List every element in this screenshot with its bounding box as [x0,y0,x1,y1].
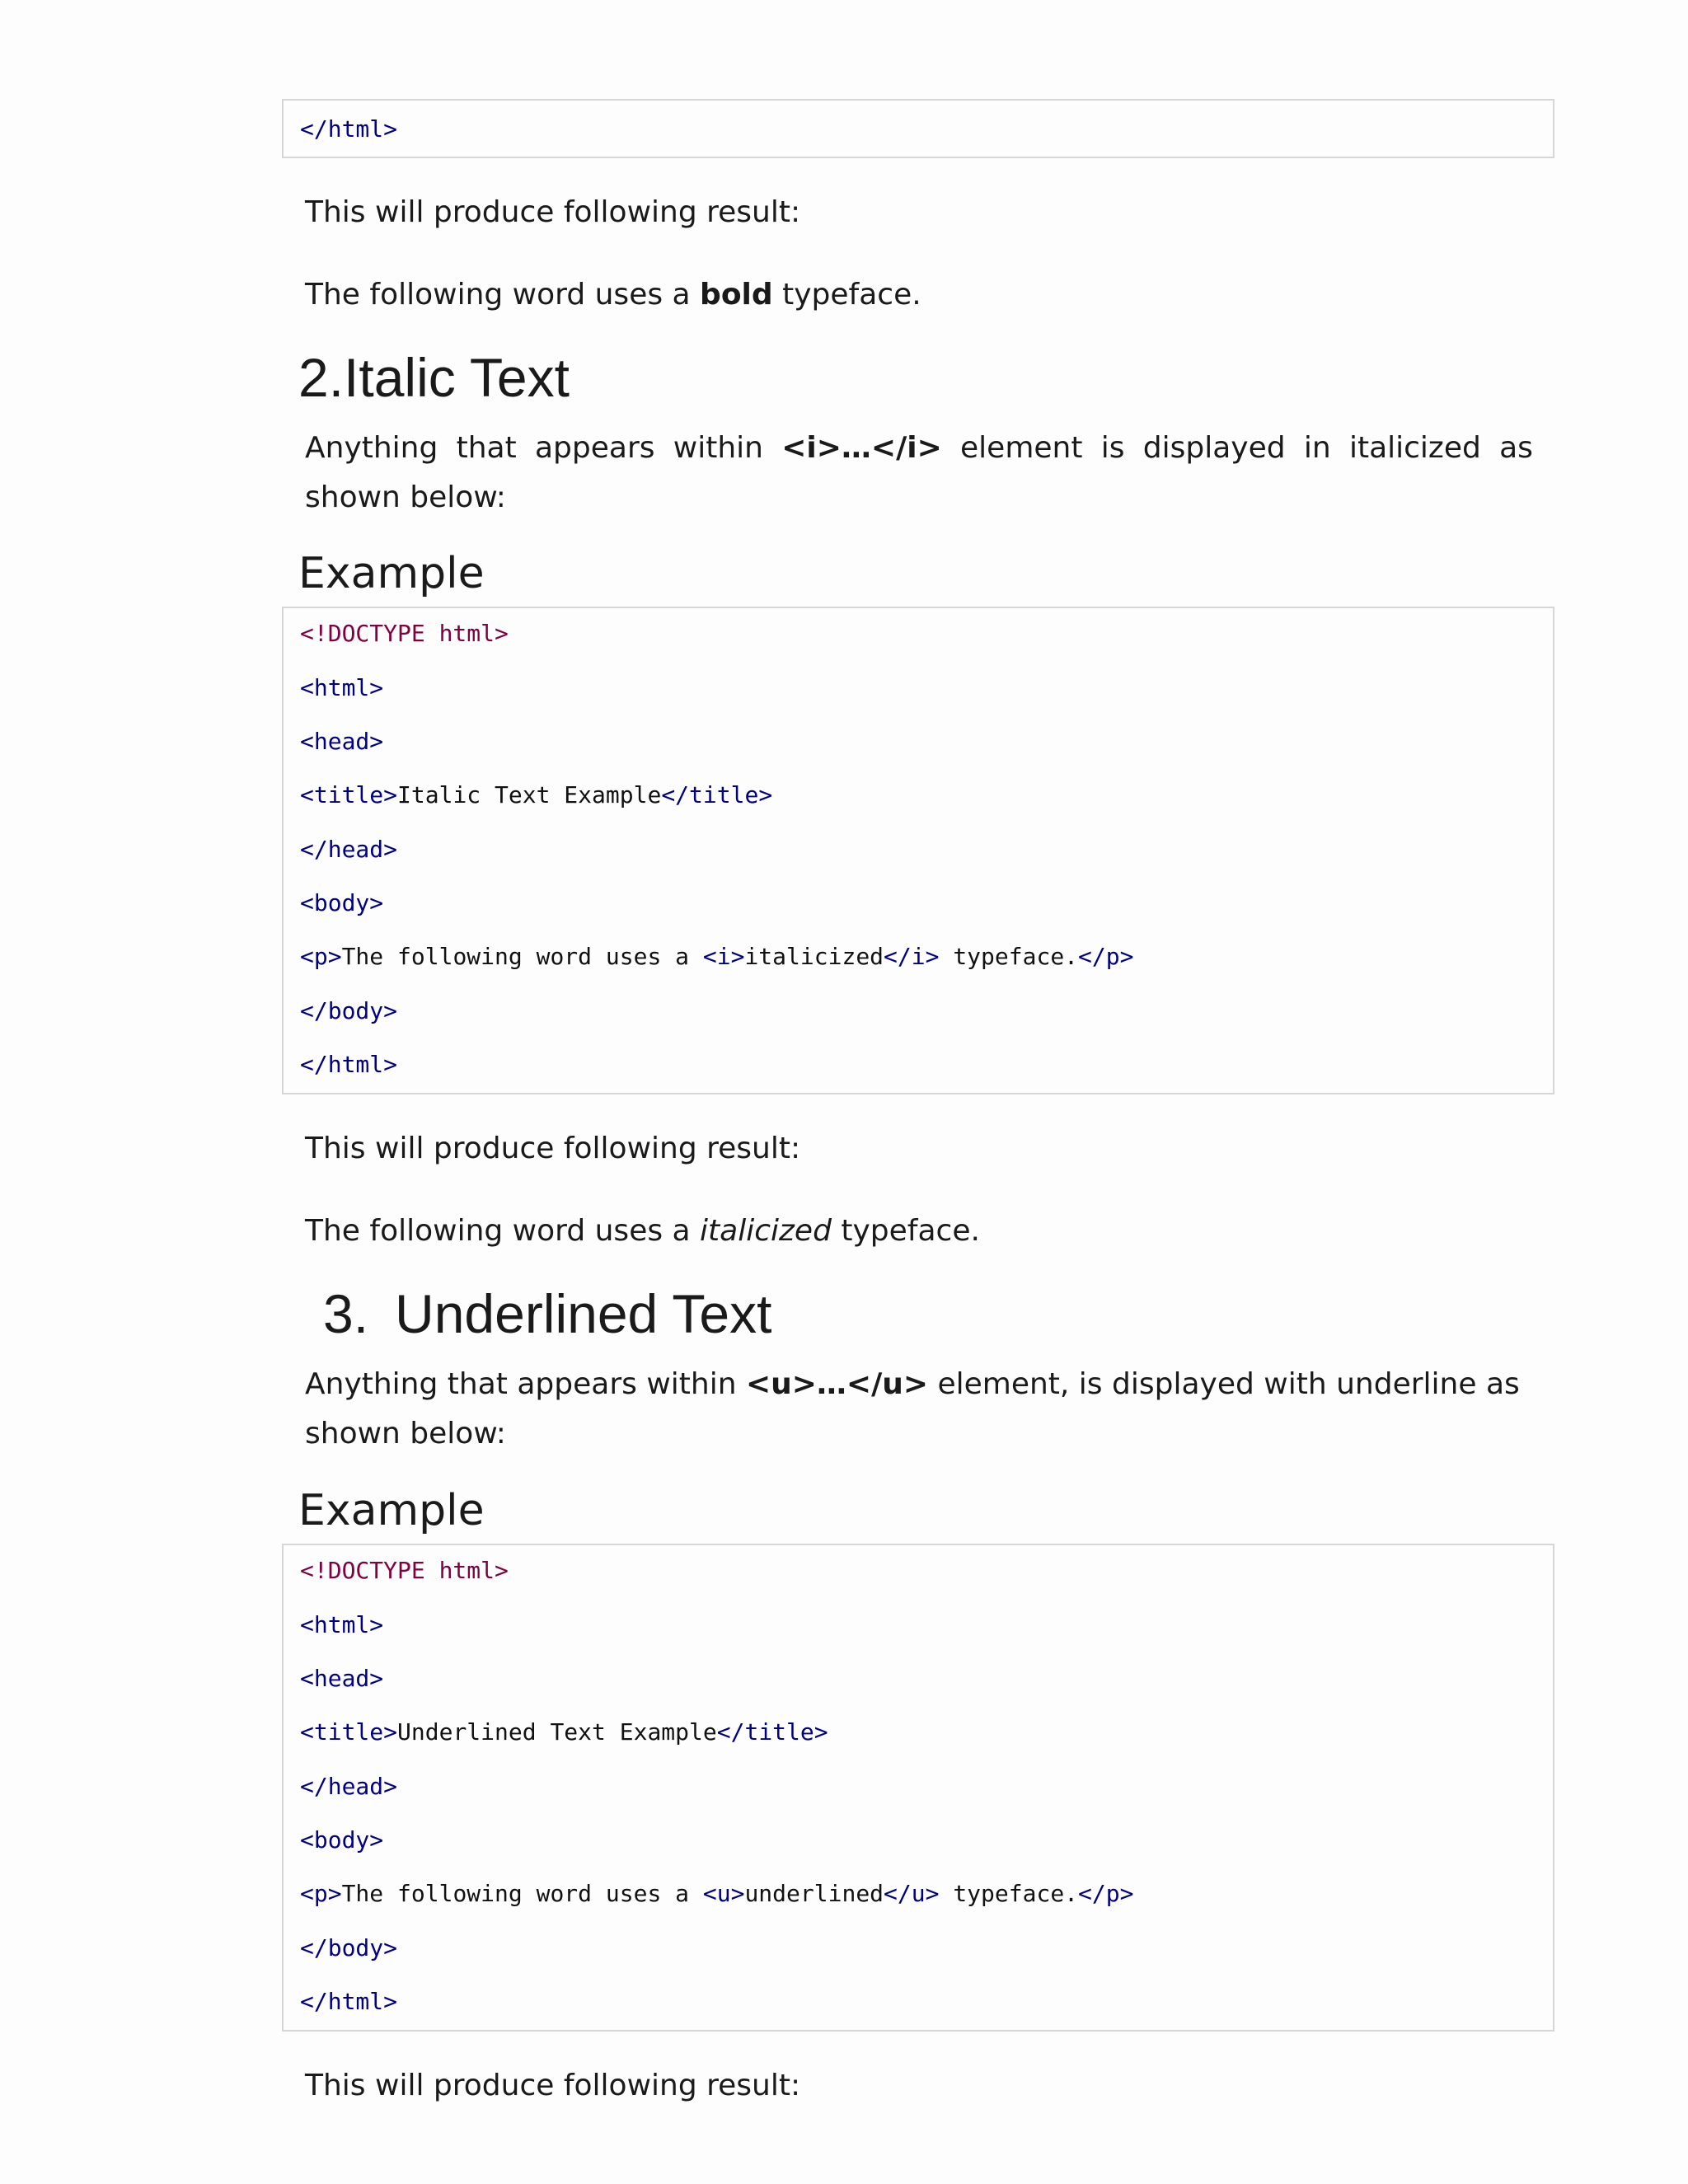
desc-word: in [1303,431,1331,465]
code-p-text: typeface. [939,943,1079,970]
code-p-open: <p> [300,1880,342,1907]
underline-description [305,1360,1533,1459]
underline-example-heading: Example [298,1486,485,1535]
code-title-text: Italic Text Example [397,781,662,808]
code-head-close: </head> [300,1773,398,1800]
code-html-close: </html> [300,1051,398,1078]
italic-description [305,424,1533,523]
italic-word: italicized [700,1214,832,1248]
result-intro: This will produce following result: [305,195,801,229]
desc-word: element [960,431,1083,465]
code-u-open: <u> [702,1880,745,1907]
code-p-close: </p> [1078,943,1134,970]
code-p-text: typeface. [939,1880,1079,1907]
code-body-close: </body> [300,1934,398,1961]
code-i-close: </i> [884,943,940,970]
code-title-close: </title> [716,1718,828,1746]
code-html-close: </html> [300,1988,398,2015]
code-title-text: Underlined Text Example [397,1718,717,1746]
bold-result-after: typeface. [772,278,921,312]
desc-before: Anything that appears within [305,1367,746,1401]
section-title: Underlined Text [395,1283,772,1344]
italic-result-intro: This will produce following result: [305,1132,801,1165]
italic-result [305,1207,1533,1256]
desc-word: as [1499,431,1533,465]
code-p-text: The following word uses a [341,1880,703,1907]
code-head-close: </head> [300,836,398,863]
code-block-bold-tail [282,99,1554,158]
desc-word: displayed [1142,431,1286,465]
code-i-open: <i> [702,943,745,970]
italic-description-line1 [305,424,1533,473]
code-doctype: <!DOCTYPE html> [300,620,509,647]
desc-after: element, is displayed with underline as [928,1367,1520,1401]
section-number: 3. [323,1283,369,1344]
bold-word: bold [700,278,773,312]
desc-word: italicized [1348,431,1481,465]
desc-word: appears [535,431,655,465]
code-body-close: </body> [300,997,398,1024]
code-doctype: <!DOCTYPE html> [300,1557,509,1584]
code-html-open: <html> [300,1611,384,1638]
code-html-close: </html> [300,115,398,143]
code-head-open: <head> [300,1665,384,1692]
underline-description-line2: shown below: [305,1417,506,1451]
code-i-text: italicized [744,943,884,970]
underline-section-heading [323,1282,771,1345]
code-body-open: <body> [300,1826,384,1854]
italic-example-heading: Example [298,549,485,598]
desc-tag-i: <i>…</i> [781,431,942,465]
bold-result-before: The following word uses a [305,278,701,312]
italic-section-heading: 2.Italic Text [298,347,570,408]
code-p-open: <p> [300,943,342,970]
code-p-close: </p> [1078,1880,1134,1907]
code-block-italic [282,607,1554,1094]
desc-tag-u: <u>…</u> [745,1367,929,1401]
desc-word: Anything [305,431,438,465]
underline-result-intro: This will produce following result: [305,2069,801,2102]
italic-description-line2: shown below: [305,480,506,514]
desc-word: is [1100,431,1125,465]
code-block-underline [282,1544,1554,2032]
italic-result-before: The following word uses a [305,1214,701,1248]
code-title-close: </title> [661,781,773,808]
code-title-open: <title> [300,1718,398,1746]
code-body-open: <body> [300,889,384,916]
code-title-open: <title> [300,781,398,808]
italic-result-after: typeface. [831,1214,980,1248]
desc-word: that [456,431,517,465]
bold-result [305,270,1533,320]
underline-description-line1 [305,1360,1533,1409]
code-u-close: </u> [884,1880,940,1907]
code-p-text: The following word uses a [341,943,703,970]
code-u-text: underlined [744,1880,884,1907]
desc-word: within [673,431,763,465]
code-head-open: <head> [300,728,384,755]
code-html-open: <html> [300,674,384,701]
